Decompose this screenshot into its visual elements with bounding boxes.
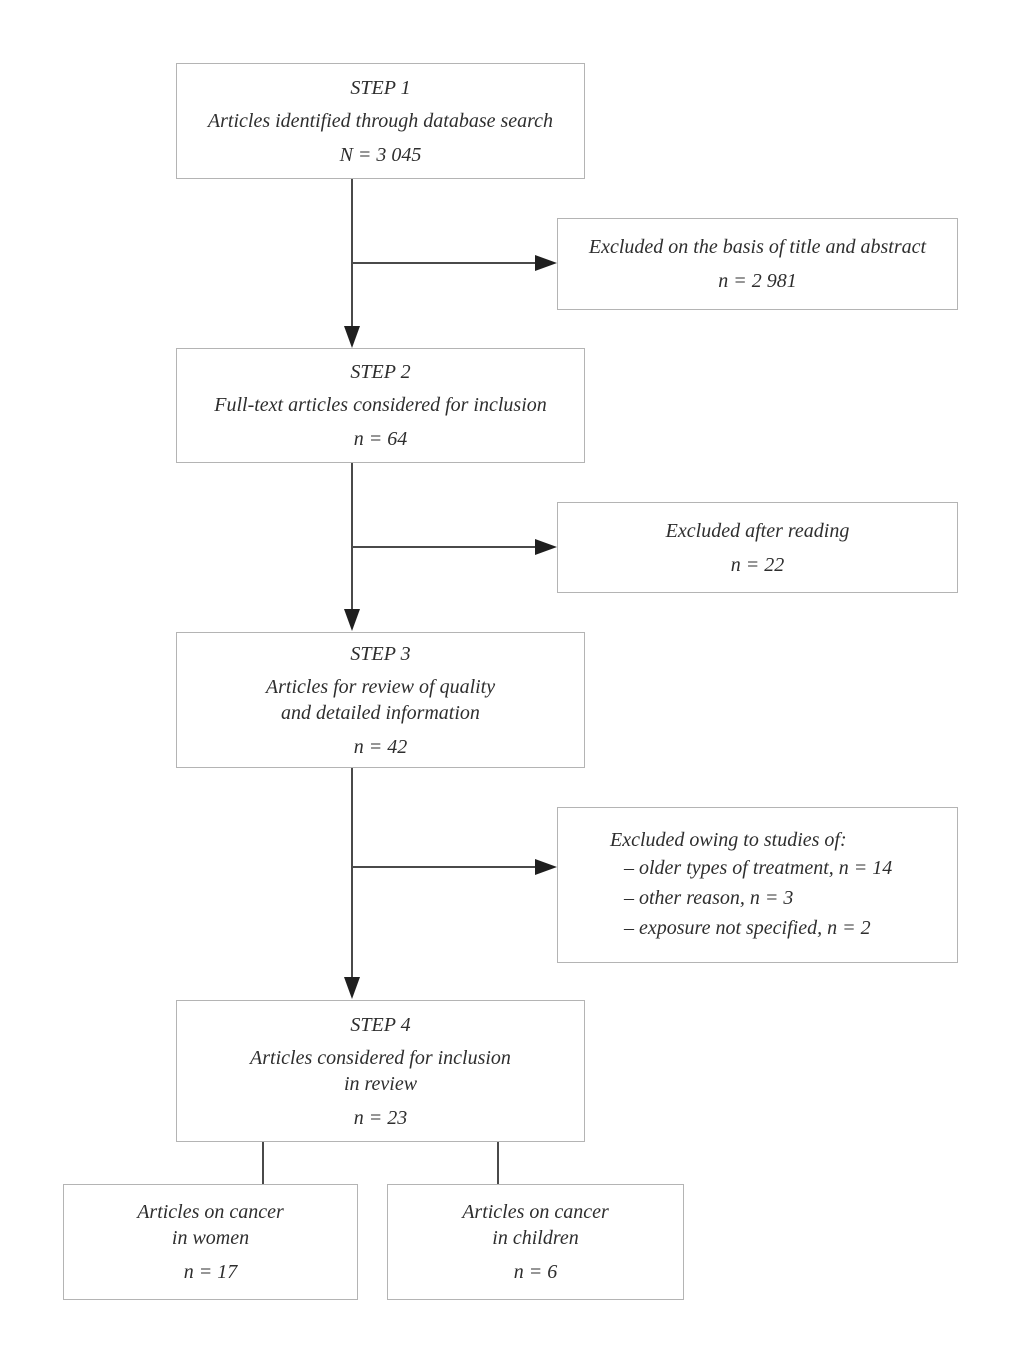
step1-title: STEP 1 — [350, 76, 411, 99]
step3-count: n = 42 — [353, 735, 408, 758]
excluded-studies-box — [557, 807, 958, 963]
step4-text-line1: Articles considered for inclusion — [250, 1046, 511, 1069]
articles-women-text-line2: in women — [171, 1227, 250, 1249]
step4-text-line2: in review — [343, 1072, 418, 1095]
excluded-after-reading-text: Excluded after reading — [665, 519, 850, 542]
excluded-title-abstract-text: Excluded on the basis of title and abstract — [588, 236, 927, 258]
flow-line-step2-step3 — [351, 463, 353, 613]
articles-children-count: n = 6 — [513, 1261, 558, 1283]
step4-count: n = 23 — [353, 1106, 408, 1129]
branch-line-excluded2 — [352, 546, 536, 548]
step2-count: n = 64 — [353, 428, 408, 450]
arrowhead-right-excluded1-icon — [535, 255, 557, 271]
arrowhead-down-step3-icon — [344, 609, 360, 631]
connector-line-women — [262, 1142, 264, 1184]
step3-text-line2: and detailed information — [281, 701, 480, 724]
step3-box — [176, 632, 585, 768]
arrowhead-down-step2-icon — [344, 326, 360, 348]
articles-women-box — [63, 1184, 358, 1300]
step4-title: STEP 4 — [350, 1013, 411, 1036]
step4-box — [176, 1000, 585, 1142]
articles-children-text-line2: in children — [492, 1227, 579, 1249]
step1-count: N = 3 045 — [339, 143, 422, 166]
excluded-title-abstract-count: n = 2 981 — [718, 270, 797, 292]
step2-text: Full-text articles considered for inclusion — [214, 394, 547, 416]
excluded-after-reading-count: n = 22 — [730, 553, 785, 576]
step1-text: Articles identified through database search — [207, 109, 554, 132]
flow-line-step3-step4 — [351, 768, 353, 980]
step3-title: STEP 3 — [350, 642, 411, 665]
excluded-studies-item-older-treatment: – older types of treatment, n = 14 — [624, 857, 893, 879]
step1-box — [176, 63, 585, 179]
excluded-studies-item-exposure: – exposure not specified, n = 2 — [624, 917, 871, 939]
excluded-studies-heading: Excluded owing to studies of: — [610, 829, 847, 851]
flow-line-step1-step2 — [351, 179, 353, 329]
arrowhead-down-step4-icon — [344, 977, 360, 999]
excluded-title-abstract-box — [557, 218, 958, 310]
articles-children-box — [387, 1184, 684, 1300]
connector-line-children — [497, 1142, 499, 1184]
step3-text-line1: Articles for review of quality — [265, 675, 496, 698]
arrowhead-right-excluded2-icon — [535, 539, 557, 555]
articles-children-text-line1: Articles on cancer — [462, 1201, 609, 1223]
excluded-studies-item-other-reason: – other reason, n = 3 — [624, 887, 794, 909]
articles-women-text-line1: Articles on cancer — [137, 1201, 284, 1223]
step2-title: STEP 2 — [350, 361, 411, 383]
arrowhead-right-excluded3-icon — [535, 859, 557, 875]
branch-line-excluded3 — [352, 866, 536, 868]
branch-line-excluded1 — [352, 262, 536, 264]
step2-box — [176, 348, 585, 463]
articles-women-count: n = 17 — [183, 1261, 238, 1283]
excluded-after-reading-box — [557, 502, 958, 593]
